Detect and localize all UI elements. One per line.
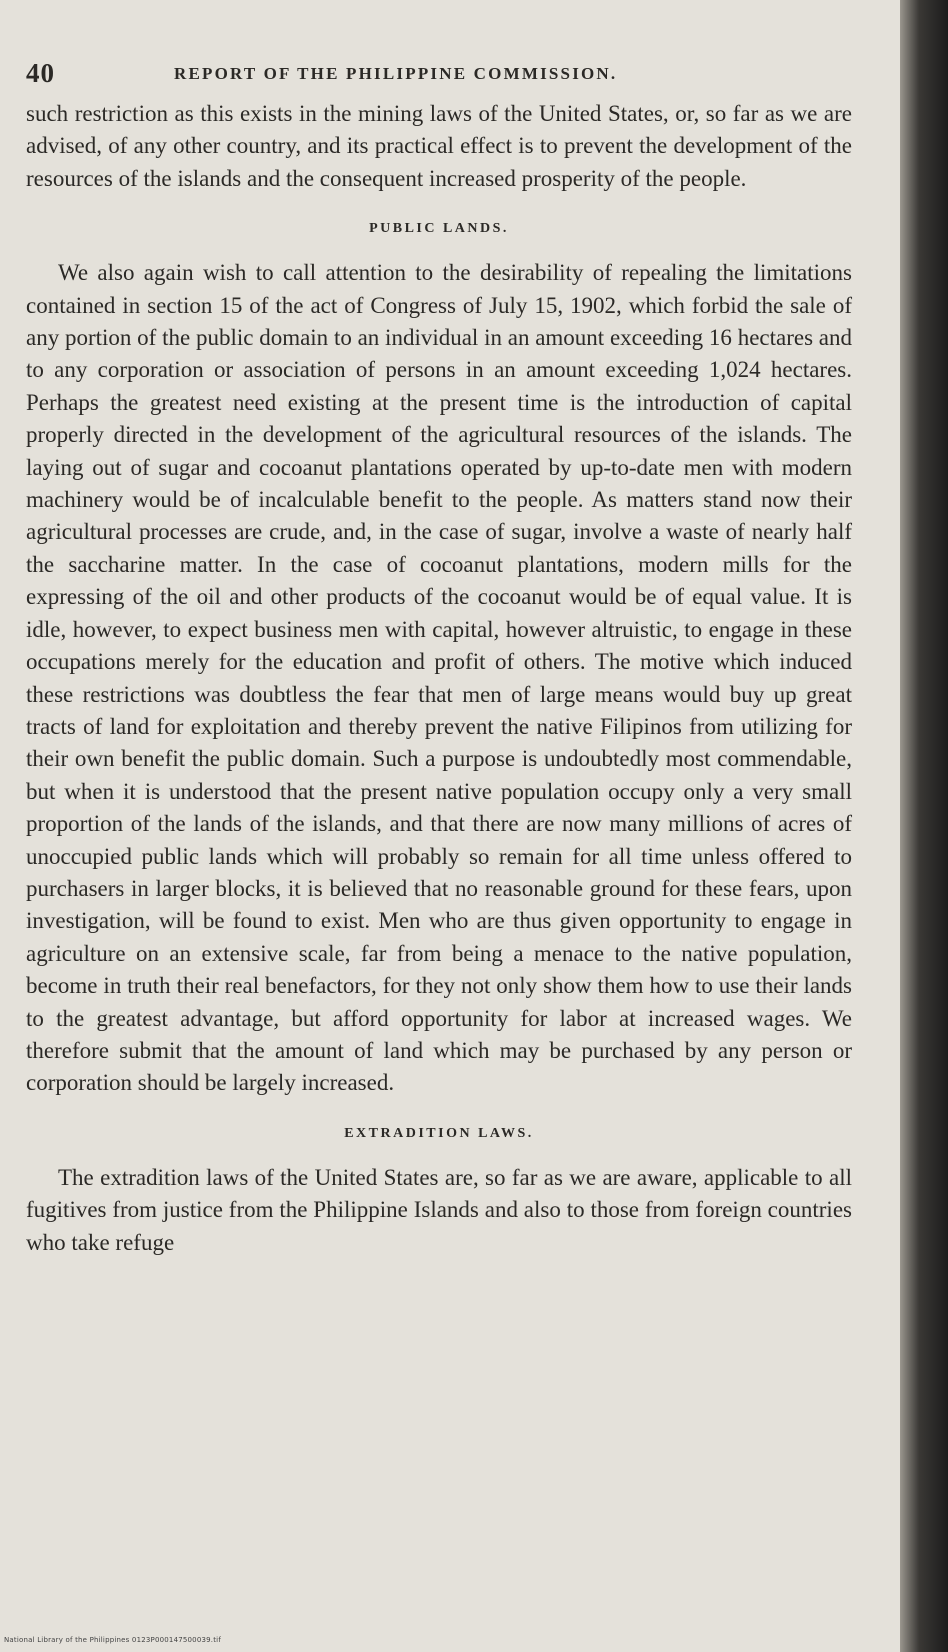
scan-footer: National Library of the Philippines 0123P000147500039.tif (4, 1636, 221, 1644)
page-number: 40 (26, 58, 55, 88)
extradition-paragraph: The extradition laws of the United States are, so far as we are aware, applicable to all fugitives from justice from the Philippine Islands and also to those from foreign countries who take refuge (26, 1164, 852, 1255)
header-title: REPORT OF THE PHILIPPINE COMMISSION. (174, 64, 618, 83)
section-heading-extradition-laws: EXTRADITION LAWS. (344, 1125, 534, 1141)
scan-edge-shadow (900, 0, 948, 1652)
section-heading-public-lands: PUBLIC LANDS. (369, 221, 509, 237)
continuation-paragraph: such restriction as this exists in the mining laws of the United States, or, so far as we are advised, of any other country, and its practical effect is to prevent the development of the resources of the islands and the consequent increased prosperity of the people. (26, 101, 852, 191)
running-head (26, 58, 852, 98)
page-content (26, 58, 852, 1259)
public-lands-paragraph: We also again wish to call attention to the desirability of repealing the limitations contained in section 15 of the act of Congress of July 15, 1902, which forbid the sale of any portion of the public domain to an individual in an amount exceeding 16 hectares and to any corporation or association of persons in an amount exceeding 1,024 hectares. Perhaps the greatest need existing at the present time is the introduction of capital properly directed in the development of the agricultural resources of the islands. The laying out of sugar and cocoanut plantations operated by up-to-date men with modern machinery would be of incalculable benefit to the people. As matters stand now their agricultural processes are crude, and, in the case of sugar, involve a waste of nearly half the saccharine matter. In the case of cocoanut plantations, modern mills for the expressing of the oil and other products of the cocoanut would be of equal value. It is idle, however, to expect business men with capital, however altruistic, to engage in these occupations merely for the education and profit of others. The motive which induced these restrictions was doubtless the fear that men of large means would buy up great tracts of land for exploitation and thereby prevent the native Filipinos from utilizing for their own benefit the public domain. Such a purpose is undoubtedly most commendable, but when it is understood that the present native population occupy only a very small proportion of the lands of the islands, and that there are now many millions of acres of unoccupied public lands which will probably so remain for all time unless offered to purchasers in larger blocks, it is believed that no reasonable ground for these fears, upon investigation, will be found to exist. Men who are thus given opportunity to engage in agriculture on an extensive scale, far from being a menace to the native population, become in truth their real benefactors, for they not only show them how to use their lands to the greatest advantage, but afford opportunity for labor at increased wages. We therefore submit that the amount of land which may be purchased by any person or corporation should be largely increased. (26, 260, 852, 1096)
